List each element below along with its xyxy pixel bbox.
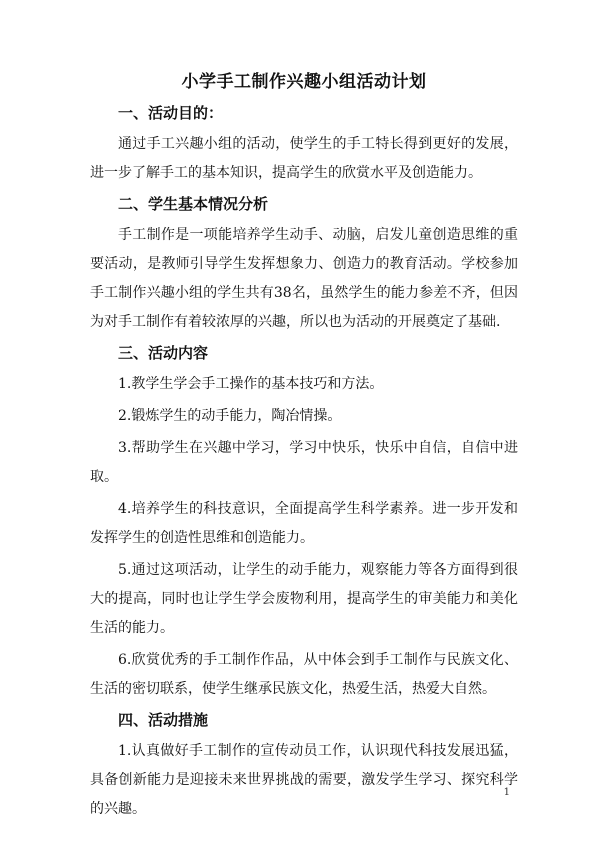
section-paragraph: 手工制作是一项能培养学生动手、动脑，启发儿童创造思维的重要活动，是教师引导学生发挥想象力、创造力的教育活动。学校参加手工制作兴趣小组的学生共有38名，虽然学生的能力参差不齐，但因为对手工制作有着较浓厚的兴趣，所以也为活动的开展奠定了基础. — [90, 227, 518, 330]
section-paragraph: 通过手工兴趣小组的活动，使学生的手工特长得到更好的发展，进一步了解手工的基本知识，提高学生的欣赏水平及创造能力。 — [90, 136, 518, 181]
list-item: 5.通过这项活动，让学生的动手能力，观察能力等各方面得到很大的提高，同时也让学生学会废物利用，提高学生的审美能力和美化生活的能力。 — [90, 562, 518, 636]
list-item: 1.教学生学会手工操作的基本技巧和方法。 — [118, 376, 384, 392]
list-item: 4.培养学生的科技意识，全面提高学生科学素养。进一步开发和发挥学生的创造性思维和创造能力。 — [90, 501, 518, 546]
section-heading: 四、活动措施 — [118, 711, 209, 729]
section-heading: 一、活动目的： — [118, 104, 224, 122]
document-body — [90, 70, 518, 827]
section-purpose — [90, 100, 518, 188]
section-heading: 三、活动内容 — [118, 344, 209, 362]
list-item: 2.锻炼学生的动手能力，陶冶情操。 — [118, 408, 342, 424]
document-title: 小学手工制作兴趣小组活动计划 — [181, 72, 427, 92]
section-student-analysis — [90, 191, 518, 337]
section-heading: 二、学生基本情况分析 — [118, 195, 269, 213]
page-number: 1 — [503, 787, 510, 798]
section-activity-measures — [90, 707, 518, 824]
list-item: 6.欣赏优秀的手工制作作品，从中体会到手工制作与民族文化、生活的密切联系，使学生继承民族文化，热爱生活，热爱大自然。 — [90, 652, 518, 697]
list-item: 3.帮助学生在兴趣中学习，学习中快乐，快乐中自信，自信中进取。 — [90, 440, 518, 485]
list-item: 1.认真做好手工制作的宣传动员工作，认识现代科技发展迅猛，具备创新能力是迎接未来世界挑战的需要，激发学生学习、探究科学的兴趣。 — [90, 743, 518, 817]
section-activity-content — [90, 340, 518, 704]
